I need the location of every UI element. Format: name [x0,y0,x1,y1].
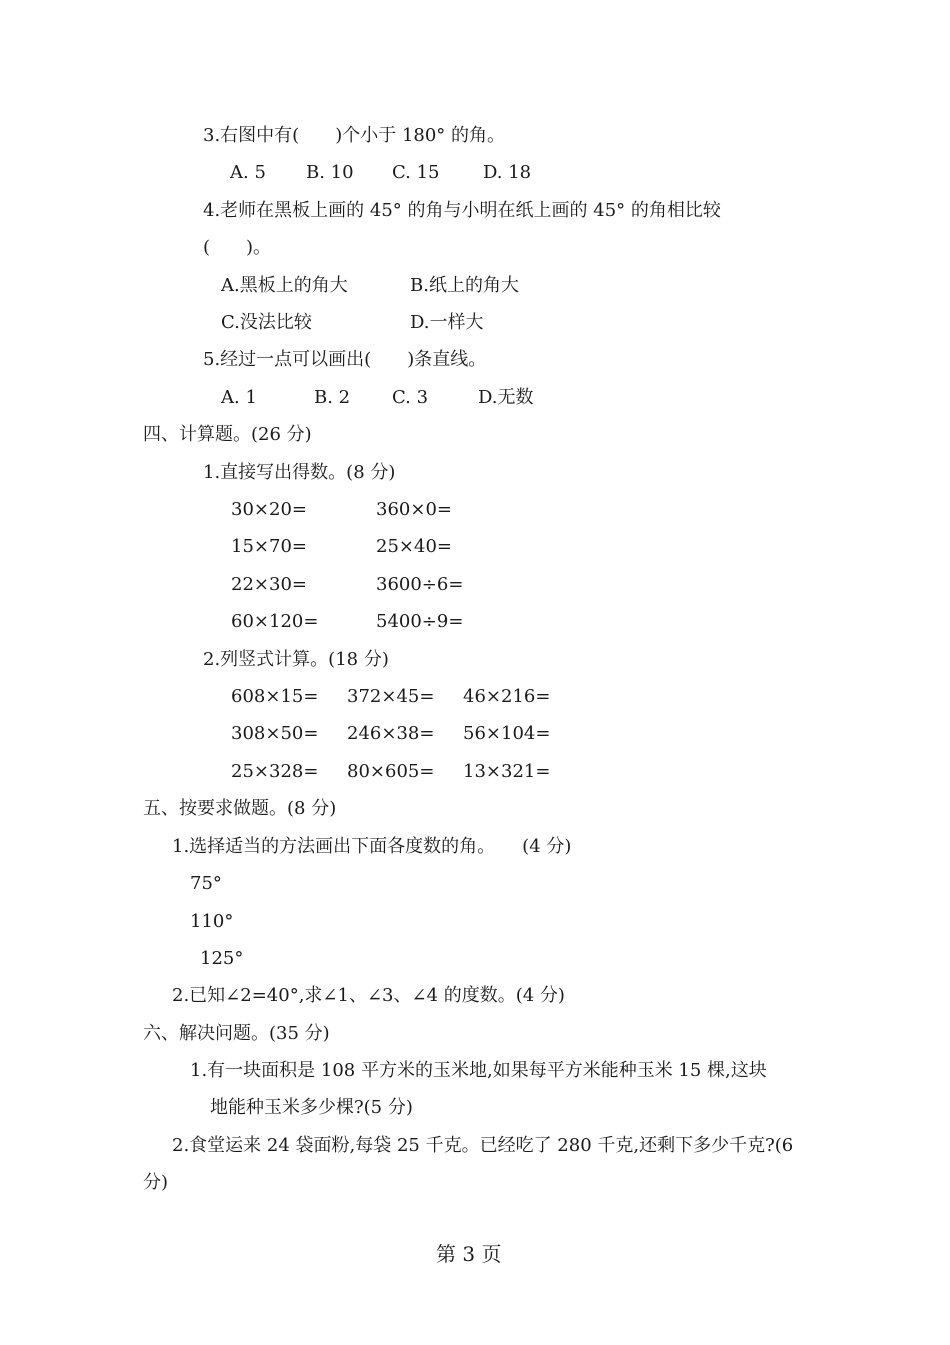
section6-part2-line2: 分) [143,1172,169,1193]
q5-option-b: B. 2 [314,387,351,408]
vertical-calc-item: 246×38= [347,723,435,744]
oral-calc-item: 30×20= [231,499,307,520]
page-number: 第 3 页 [436,1242,502,1266]
oral-calc-item: 360×0= [376,499,452,520]
vertical-calc-item: 25×328= [231,761,319,782]
vertical-calc-item: 80×605= [347,761,435,782]
oral-calc-item: 60×120= [231,611,319,632]
vertical-calc-item: 608×15= [231,686,319,707]
oral-calc-item: 25×40= [376,536,452,557]
vertical-calc-item: 13×321= [463,761,551,782]
q4-stem-line2: ( )。 [203,237,272,258]
section4-part2-title: 2.列竖式计算。(18 分) [203,649,389,670]
q3-stem: 3.右图中有( )个小于 180° 的角。 [203,125,506,146]
q3-option-a: A. 5 [230,162,266,183]
section6-title: 六、解决问题。(35 分) [143,1023,330,1044]
q4-option-a: A.黑板上的角大 [221,275,348,296]
q4-option-b: B.纸上的角大 [410,275,519,296]
oral-calc-item: 5400÷9= [376,611,464,632]
oral-calc-item: 15×70= [231,536,307,557]
vertical-calc-item: 56×104= [463,723,551,744]
section4-part1-title: 1.直接写出得数。(8 分) [203,462,396,483]
section5-part1: 1.选择适当的方法画出下面各度数的角。 (4 分) [172,836,572,857]
vertical-calc-item: 372×45= [347,686,435,707]
vertical-calc-item: 46×216= [463,686,551,707]
section5-title: 五、按要求做题。(8 分) [143,798,337,819]
angle-110: 110° [190,911,234,932]
angle-125: 125° [200,948,244,969]
q5-option-a: A. 1 [221,387,257,408]
q3-option-b: B. 10 [306,162,354,183]
q5-stem: 5.经过一点可以画出( )条直线。 [203,349,487,370]
angle-75: 75° [190,873,222,894]
vertical-calc-item: 308×50= [231,723,319,744]
q3-option-d: D. 18 [483,162,532,183]
q4-option-c: C.没法比较 [221,312,312,333]
oral-calc-item: 22×30= [231,574,307,595]
q3-option-c: C. 15 [392,162,440,183]
oral-calc-item: 3600÷6= [376,574,464,595]
section5-part2: 2.已知∠2=40°,求∠1、∠3、∠4 的度数。(4 分) [172,985,565,1006]
section4-title: 四、计算题。(26 分) [143,424,312,445]
q4-stem-line1: 4.老师在黑板上画的 45° 的角与小明在纸上画的 45° 的角相比较 [203,200,721,221]
q5-option-c: C. 3 [392,387,429,408]
q4-option-d: D.一样大 [410,312,484,333]
section6-part2-line1: 2.食堂运来 24 袋面粉,每袋 25 千克。已经吃了 280 千克,还剩下多少千克?(6 [172,1135,794,1156]
section6-part1-line1: 1.有一块面积是 108 平方米的玉米地,如果每平方米能种玉米 15 棵,这块 [190,1060,767,1081]
q5-option-d: D.无数 [478,387,534,408]
section6-part1-line2: 地能种玉米多少棵?(5 分) [210,1097,413,1118]
